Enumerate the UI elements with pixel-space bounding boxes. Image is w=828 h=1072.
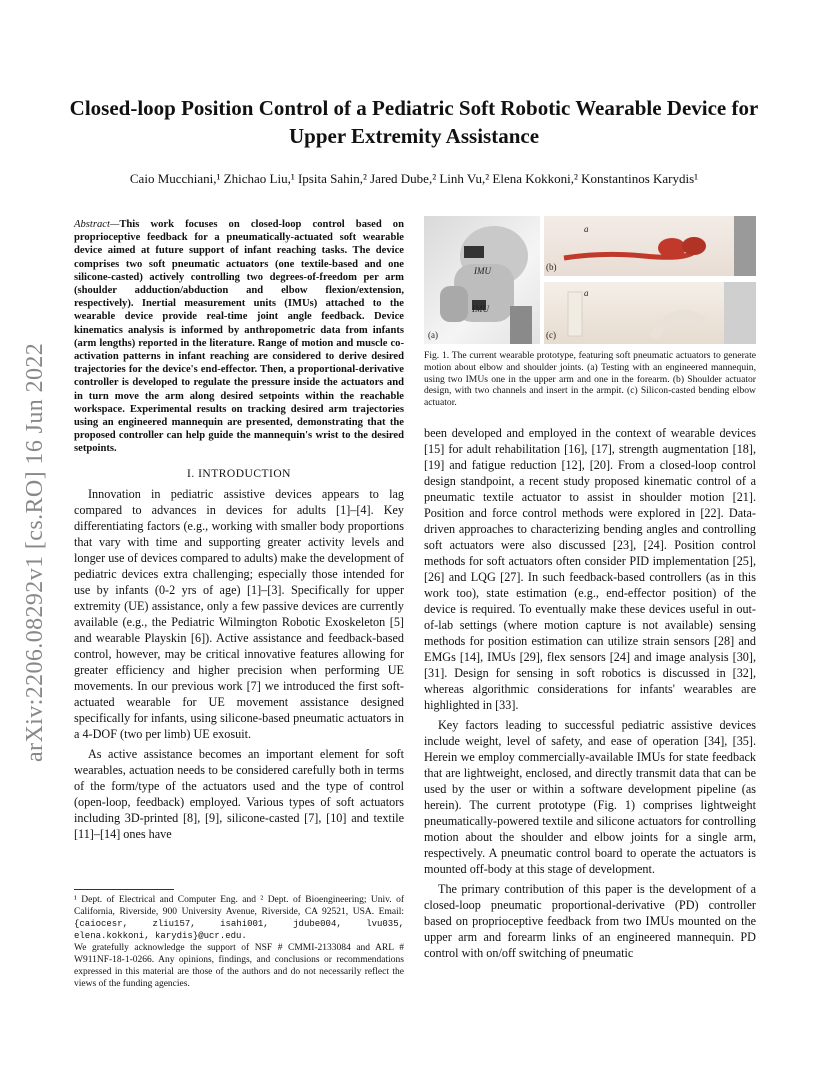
intro-body [74, 486, 404, 842]
footnote-affiliation: ¹ Dept. of Electrical and Computer Eng. and ² Dept. of Bioengineering; Univ. of California, Riverside, 900 University Avenue, Riverside, CA 92521, USA. Email: [74, 895, 404, 917]
arxiv-identifier: arXiv:2206.08292v1 [cs.RO] 16 Jun 2022 [22, 342, 48, 762]
imu-label: IMU [472, 304, 489, 314]
figure-1 [424, 216, 756, 344]
figure-panel-a-photo [424, 216, 540, 344]
paper-title: Closed-loop Position Control of a Pediatric Soft Robotic Wearable Device for Upper Extremity Assistance [69, 96, 759, 148]
footnote-emails: {caiocesr, zliu157, isahi001, jdube004, lvu035, elena.kokkoni, karydis}@ucr.edu. [74, 919, 404, 941]
left-column [74, 218, 404, 842]
shoulder-actuator-illustration [544, 216, 756, 276]
paragraph: Key factors leading to successful pediatric assistive devices include weight, level of safety, and ease of operation [34], [35]. Herein we employ commercially-available IMUs for state feedback that are lightweight, enclosed, and directly transmit data that can be used by the user or within a software development pipeline (as herein). The current prototype (Fig. 1) comprises lightweight pneumatically-powered textile and silicone actuators for controlling motion about the shoulder and elbow joints for a single arm, respectively. A pneumatic control board to operate the actuators is mounted off-body at this stage of development. [424, 718, 756, 876]
paragraph: Innovation in pediatric assistive devices appears to lag compared to advances in devices for adults [1]–[4]. Key differentiating factors (e.g., working with smaller body proportions that vary with time and supporting greater activity levels and longer use of devices compared to adults) make the development of pediatric devices extra challenging; especially those intended for use by infants (0-2 yrs of age) [1]–[3]. Specifically for upper extremity (UE) assistance, only a few passive devices are currently available (e.g., the Pediatric Wilmington Robotic Exoskeleton [5] and wearable Playskin [6]). Active assistance and feedback-based control, however, may be critical innovative features allowing for greater efficiency and higher precision when performing UE movements. In our previous work [7] we introduced the first soft-actuated wearable for UE movement assistance designed specifically for infants, using silicone-based pneumatic actuators in a 4-DOF (two per limb) UE exosuit. [74, 486, 404, 741]
mannequin-illustration [424, 216, 540, 344]
imu-label: IMU [474, 266, 491, 276]
abstract [74, 218, 404, 456]
figure-panel-c-photo [544, 282, 756, 344]
abstract-text: This work focuses on closed-loop control based on proprioceptive feedback for a pneumatically-actuated soft wearable device aimed at future support of infant reaching tasks. The device comprises two soft pneumatic actuators (one textile-based and one silicone-casted) actively controlling two degrees-of-freedom per arm (shoulder adduction/abduction and elbow flexion/extension, respectively). Inertial measurement units (IMUs) attached to the wearable device provide real-time joint angle feedback. Device kinematics analysis is informed by anthropometric data from infants (arm lengths) reported in the literature. Range of motion and muscle co-activation patterns in infant reaching are considered to derive desired trajectories for the device's end-effector. Then, a proportional-derivative controller is developed to regulate the pressure inside the actuators and in turn move the arm along desired setpoints within the reachable workspace. Experimental results on tracking desired arm trajectories using an engineered mannequin are presented, demonstrating that the proposed controller can help guide the mannequin's wrist to the desired setpoints. [74, 219, 404, 455]
elbow-actuator-illustration [544, 282, 756, 344]
panel-label-b: (b) [546, 262, 557, 272]
section-heading: I. INTRODUCTION [187, 467, 291, 480]
axis-label-ae: a [584, 288, 589, 298]
axis-label-as: a [584, 224, 589, 234]
footnote-rule [74, 889, 174, 890]
figure-panel-b-photo [544, 216, 756, 276]
panel-label-c: (c) [546, 330, 556, 340]
paragraph: As active assistance becomes an important element for soft wearables, actuation needs to be considered carefully both in terms of the form/type of the actuators used and the type of control (open-loop, feedback) employed. Various types of soft actuators including 3D-printed [8], [9], silicone-casted [7], [10] and textile [11]–[14] ones have [74, 746, 404, 841]
right-column [424, 425, 756, 961]
paragraph: The primary contribution of this paper is the development of a closed-loop pneumatic proportional-derivative (PD) controller based on proprioceptive feedback from two IMUs mounted on the upper arm and forearm links of an engineered mannequin. PD control with on/off switching of pneumatic [424, 882, 756, 960]
abstract-label: Abstract— [74, 219, 120, 230]
figure-caption: Fig. 1. The current wearable prototype, featuring soft pneumatic actuators to generate motion about elbow and shoulder joints. (a) Testing with an engineered mannequin, using two IMUs one in the upper arm and one in the forearm. (b) Shoulder actuator design, with two channels and insert in the armpit. (c) Silicon-casted bending elbow actuator. [424, 350, 756, 409]
footnote-funding: We gratefully acknowledge the support of NSF # CMMI-2133084 and ARL # W911NF-18-1-0266. Any opinions, findings, and conclusions or recommendations expressed in this material are those of the authors and do not necessarily reflect the views of the funding agencies. [74, 943, 404, 989]
author-list: Caio Mucchiani,¹ Zhichao Liu,¹ Ipsita Sahin,² Jared Dube,² Linh Vu,² Elena Kokkoni,² Konstantinos Karydis¹ [129, 171, 699, 186]
paragraph: been developed and employed in the context of wearable devices [15] for adult rehabilitation [16], [17], strength augmentation [18], [19] and fatigue reduction [12], [20]. From a closed-loop control design standpoint, a recent study proposed kinematic control of a pneumatic textile actuator to assist in shoulder motion [21]. Position and force control methods were explored in [22]. Data-driven approaches to characterizing bending angles and controlling soft actuators were also discussed [23], [24]. Position control methods for soft actuators often consider PID implementation [25], [26] and LQG [27]. In such feedback-based controllers (as in this work too), state estimation (e.g., end-effector position) of the device is required. To eventually make these devices useful in out-of-lab settings (where motion capture is not available) sensing methods for position estimation can utilize strain sensors [28] and EMGs [14], IMUs [29], flex sensors [24] and image analysis [30], [31]. Design for sensing in soft robotics is discussed in [32], whereas algorithmic considerations for infants' wearables are highlighted in [33]. [424, 426, 756, 712]
footnote [74, 894, 404, 990]
panel-label-a: (a) [428, 330, 438, 340]
